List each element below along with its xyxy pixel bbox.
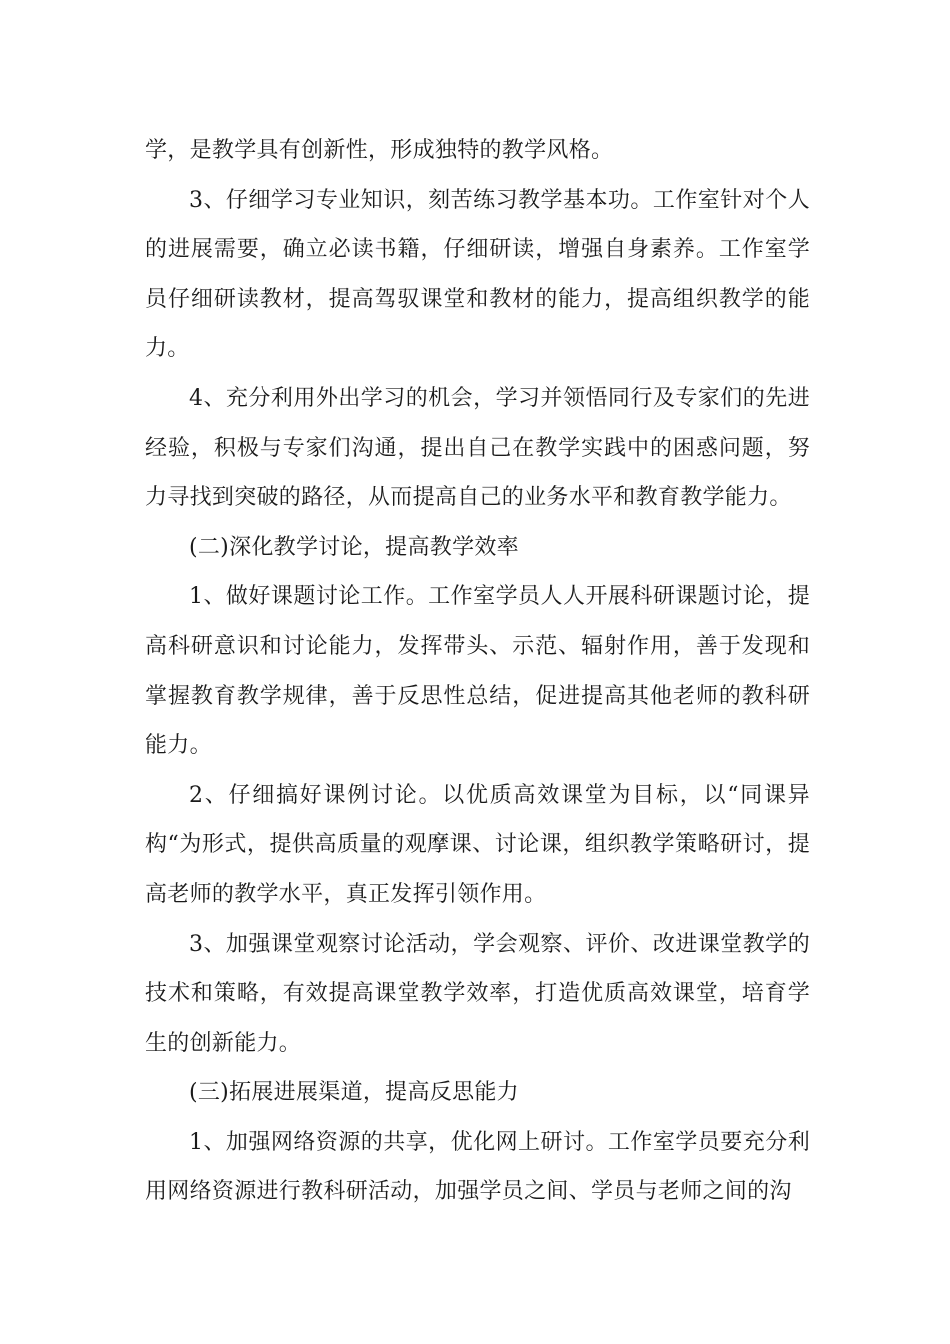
section-heading-3: (三)拓展进展渠道，提高反思能力 xyxy=(189,1080,519,1106)
paragraph-item-1: 1、做好课题讨论工作。工作室学员人人开展科研课题讨论，提高科研意识和讨论能力，发挥带头、示范、辐射作用，善于发现和掌握教育教学规律，善于反思性总结，促进提高其他老师的教科研能力。 xyxy=(145,584,810,759)
paragraph-item-3: 3、仔细学习专业知识，刻苦练习教学基本功。工作室针对个人的进展需要，确立必读书籍，仔细研读，增强自身素养。工作室学员仔细研读教材，提高驾驭课堂和教材的能力，提高组织教学的能力。 xyxy=(145,187,810,362)
paragraph-item-3b: 3、加强课堂观察讨论活动，学会观察、评价、改进课堂教学的技术和策略，有效提高课堂教学效率，打造优质高效课堂，培育学生的创新能力。 xyxy=(145,931,810,1056)
document-body xyxy=(145,126,810,1217)
paragraph-item-1b: 1、加强网络资源的共享，优化网上研讨。工作室学员要充分利用网络资源进行教科研活动，加强学员之间、学员与老师之间的沟 xyxy=(145,1129,810,1205)
section-heading-2: (二)深化教学讨论，提高教学效率 xyxy=(189,534,519,560)
paragraph-item-4: 4、充分利用外出学习的机会，学习并领悟同行及专家们的先进经验，积极与专家们沟通，提出自己在教学实践中的困惑问题，努力寻找到突破的路径，从而提高自己的业务水平和教育教学能力。 xyxy=(145,385,810,511)
paragraph-item-2: 2、仔细搞好课例讨论。以优质高效课堂为目标，以“同课异构“为形式，提供高质量的观摩课、讨论课，组织教学策略研讨，提高老师的教学水平，真正发挥引领作用。 xyxy=(145,782,810,907)
paragraph-continuation: 学，是教学具有创新性，形成独特的教学风格。 xyxy=(145,138,614,163)
